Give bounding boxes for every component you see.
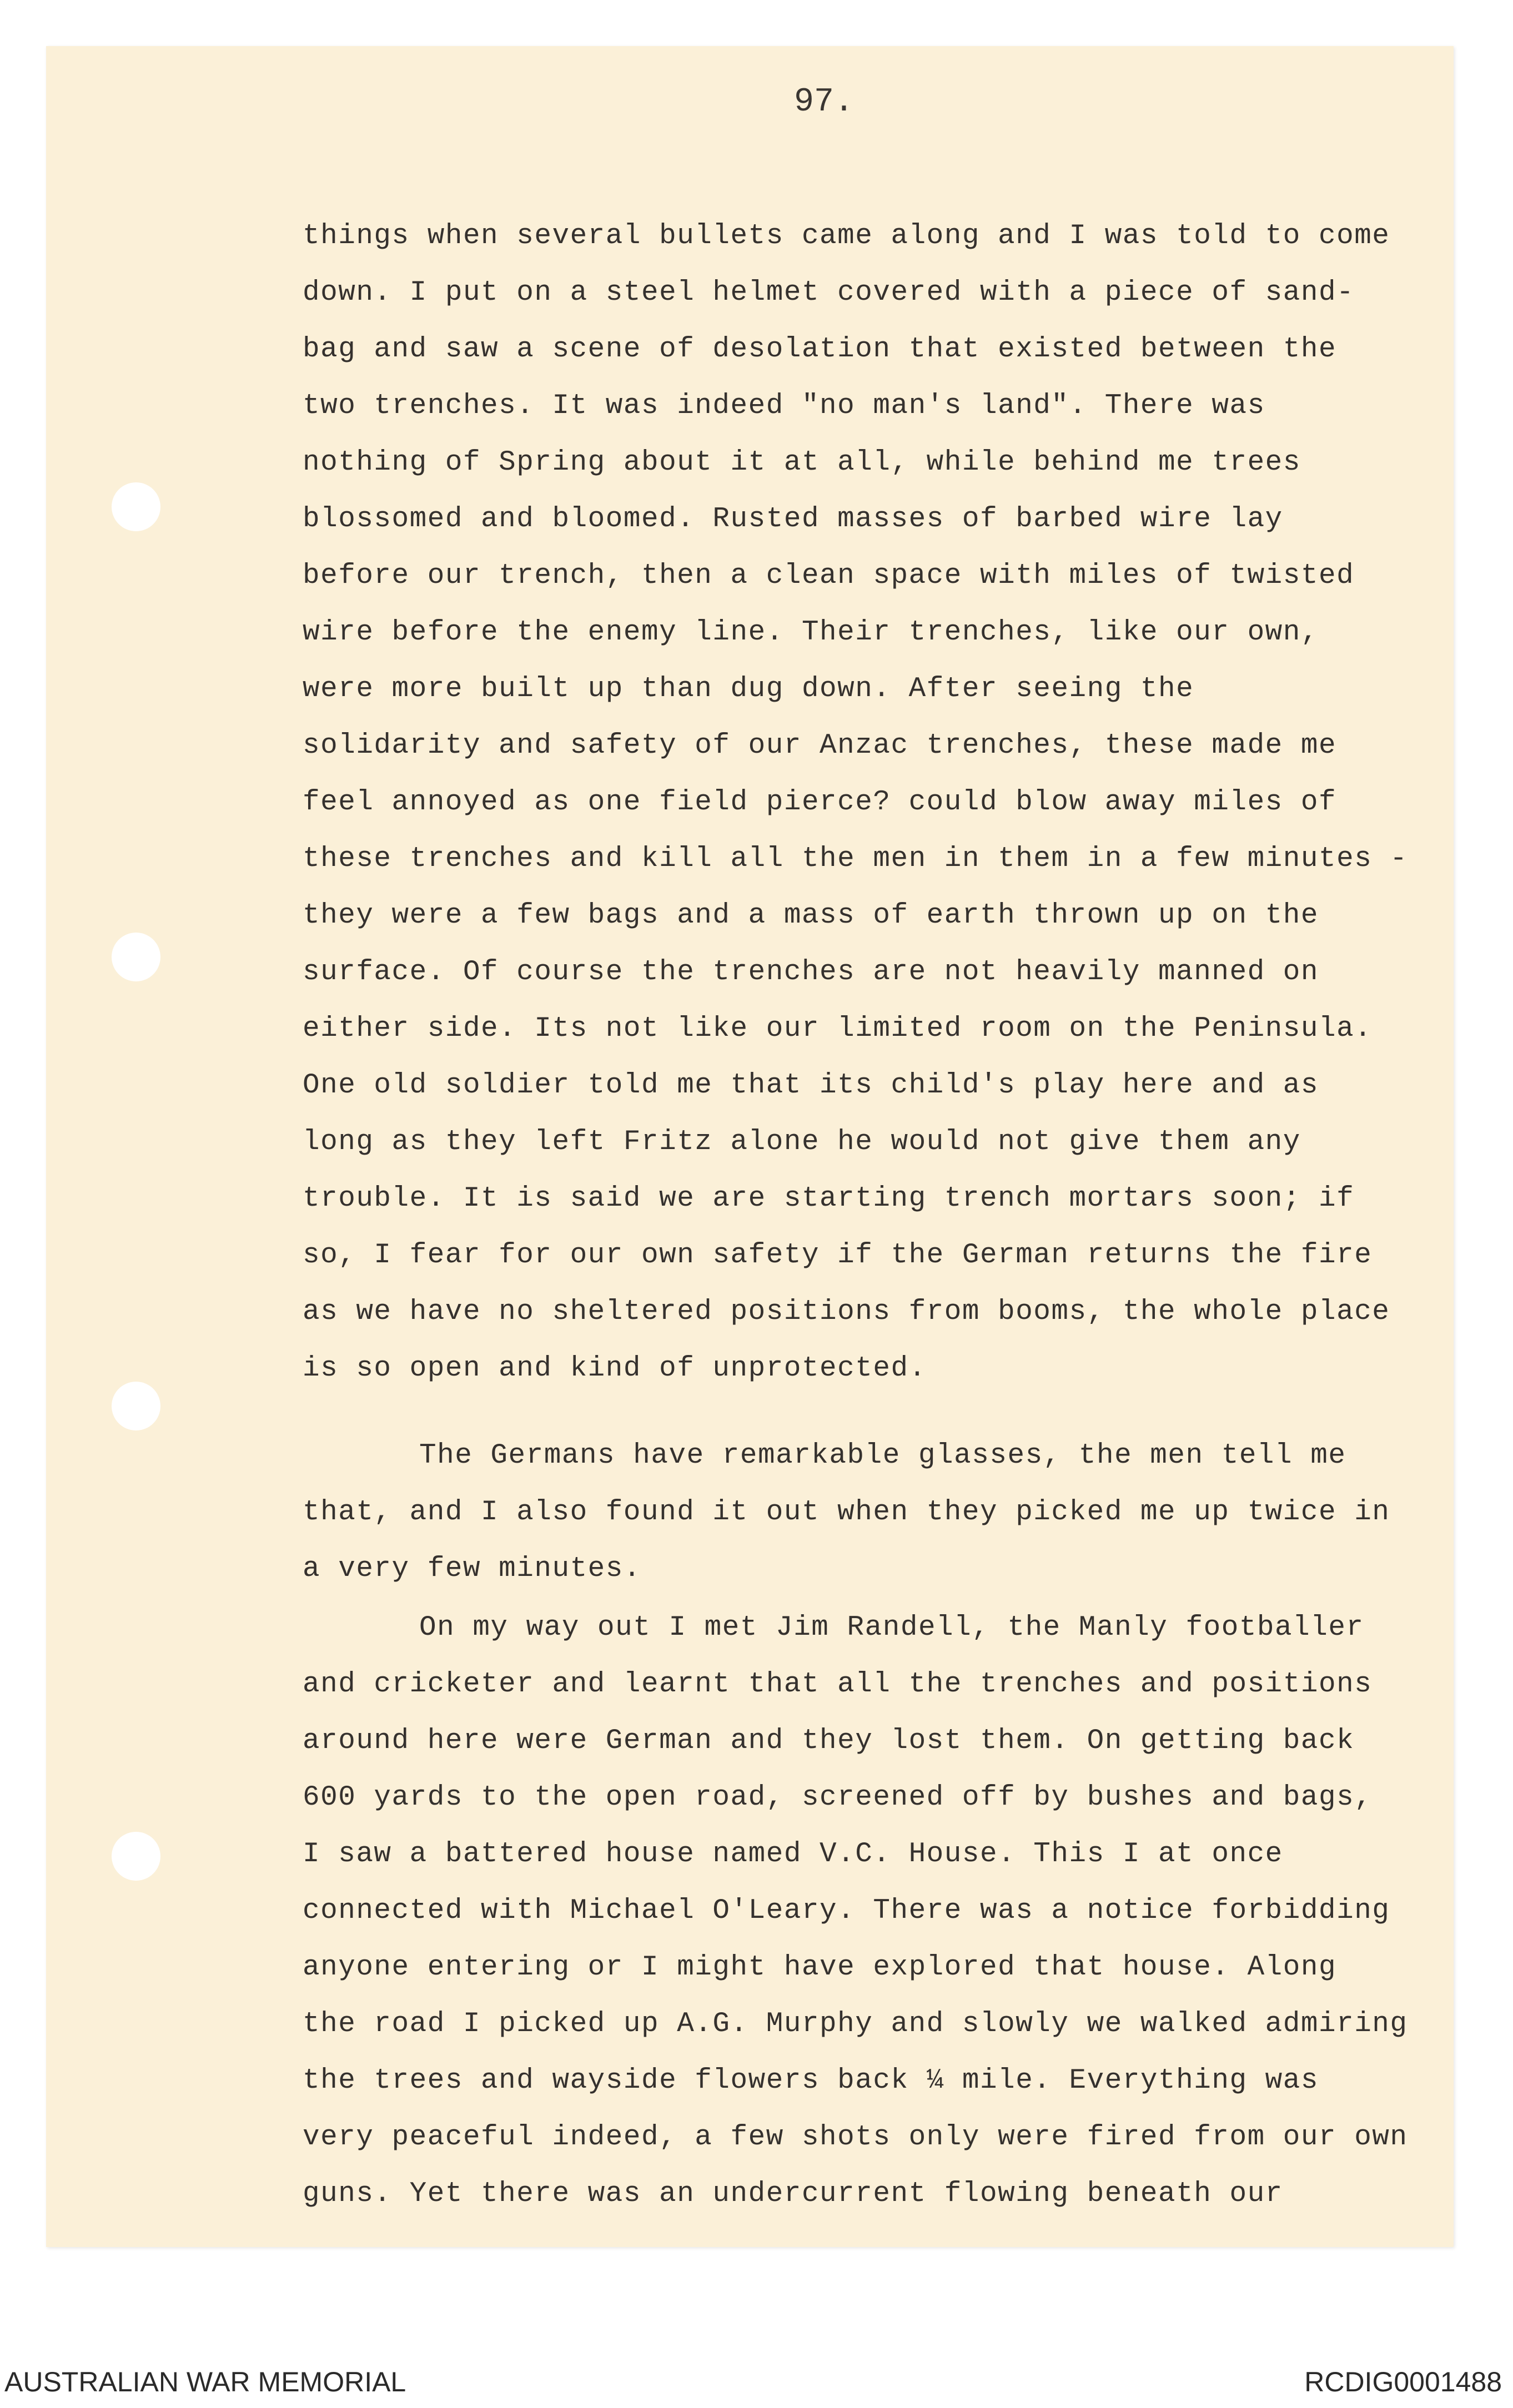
punch-hole bbox=[112, 933, 160, 981]
text-line: were more built up than dug down. After seeing the bbox=[303, 673, 1194, 705]
text-line: guns. Yet there was an undercurrent flowing beneath our bbox=[303, 2178, 1283, 2210]
text-line: the road I picked up A.G. Murphy and slowly we walked admiring bbox=[303, 2008, 1408, 2040]
text-line: and cricketer and learnt that all the trenches and positions bbox=[303, 1669, 1373, 1700]
text-line: connected with Michael O'Leary. There was a notice forbidding bbox=[303, 1895, 1390, 1927]
text-line: so, I fear for our own safety if the German returns the fire bbox=[303, 1240, 1373, 1271]
text-line: two trenches. It was indeed "no man's land". There was bbox=[303, 390, 1265, 422]
text-line: One old soldier told me that its child's play here and as bbox=[303, 1070, 1319, 1101]
text-line: before our trench, then a clean space with miles of twisted bbox=[303, 560, 1355, 592]
paragraph-1 bbox=[303, 208, 1441, 1397]
text-line: that, and I also found it out when they picked me up twice in bbox=[303, 1497, 1390, 1528]
text-line: blossomed and bloomed. Rusted masses of barbed wire lay bbox=[303, 503, 1283, 535]
text-line: I saw a battered house named V.C. House. This I at once bbox=[303, 1838, 1283, 1870]
paragraph-2 bbox=[303, 1428, 1441, 1598]
text-line: surface. Of course the trenches are not heavily manned on bbox=[303, 956, 1319, 988]
text-line: nothing of Spring about it at all, while behind me trees bbox=[303, 447, 1301, 478]
punch-hole bbox=[112, 1832, 160, 1881]
text-line: the trees and wayside flowers back ¼ mile. Everything was bbox=[303, 2065, 1319, 2097]
text-line: either side. Its not like our limited room on the Peninsula. bbox=[303, 1013, 1373, 1045]
text-line: as we have no sheltered positions from booms, the whole place bbox=[303, 1296, 1390, 1328]
text-line: bag and saw a scene of desolation that existed between the bbox=[303, 334, 1337, 365]
text-line: anyone entering or I might have explored that house. Along bbox=[303, 1952, 1337, 1983]
text-line: down. I put on a steel helmet covered with a piece of sand- bbox=[303, 277, 1355, 309]
text-line: feel annoyed as one field pierce? could blow away miles of bbox=[303, 787, 1337, 818]
paragraph-3 bbox=[303, 1600, 1441, 2223]
text-line: they were a few bags and a mass of earth thrown up on the bbox=[303, 900, 1319, 931]
footer-record-id: RCDIG0001488 bbox=[1304, 2366, 1502, 2397]
text-line: On my way out I met Jim Randell, the Manly footballer bbox=[419, 1612, 1364, 1644]
text-line: solidarity and safety of our Anzac trenches, these made me bbox=[303, 730, 1337, 762]
text-line: a very few minutes. bbox=[303, 1553, 641, 1585]
punch-hole bbox=[112, 482, 160, 531]
footer-archive-name: AUSTRALIAN WAR MEMORIAL bbox=[4, 2366, 406, 2397]
text-line: things when several bullets came along and I was told to come bbox=[303, 220, 1390, 252]
text-line: around here were German and they lost them. On getting back bbox=[303, 1725, 1355, 1757]
page-number: 97. bbox=[794, 83, 854, 121]
punch-hole bbox=[112, 1382, 160, 1430]
text-line: The Germans have remarkable glasses, the men tell me bbox=[419, 1440, 1346, 1472]
text-line: is so open and kind of unprotected. bbox=[303, 1353, 927, 1384]
text-line: trouble. It is said we are starting trench mortars soon; if bbox=[303, 1183, 1355, 1215]
text-line: wire before the enemy line. Their trenches, like our own, bbox=[303, 617, 1319, 648]
text-line: 600 yards to the open road, screened off by bushes and bags, bbox=[303, 1782, 1373, 1813]
text-line: very peaceful indeed, a few shots only were fired from our own bbox=[303, 2122, 1408, 2153]
text-line: long as they left Fritz alone he would not give them any bbox=[303, 1126, 1301, 1158]
text-line: these trenches and kill all the men in them in a few minutes - bbox=[303, 843, 1408, 875]
